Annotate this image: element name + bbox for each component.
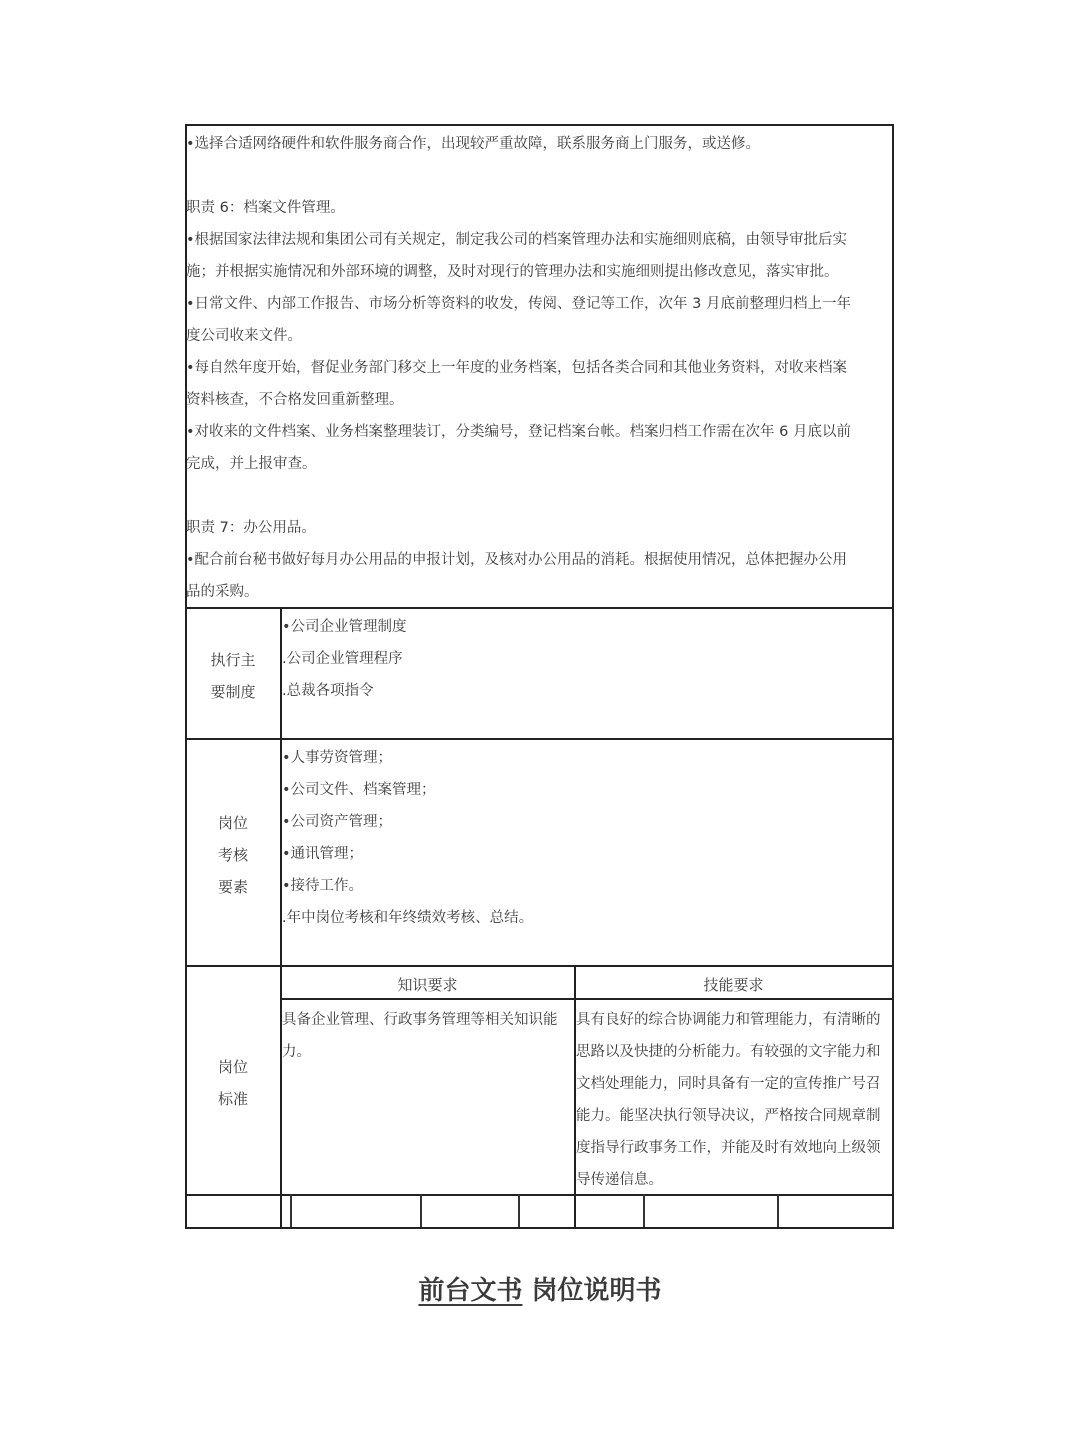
duty-text-line: •配合前台秘书做好每月办公用品的申报计划，及核对办公用品的消耗。根据使用情况，总体把握办公用 <box>186 552 848 568</box>
empty-cell-divider <box>518 1194 520 1227</box>
job-description-table <box>185 124 894 1229</box>
row-divider <box>187 1194 892 1196</box>
knowledge-header: 知识要求 <box>397 976 458 994</box>
row-divider <box>187 738 892 740</box>
assessment-item: •公司资产管理； <box>282 814 393 830</box>
duty-text-line: 施；并根据实施情况和外部环境的调整，及时对现行的管理办法和实施细则提出修改意见，落实审批。 <box>186 264 839 280</box>
rules-item: •公司企业管理制度 <box>282 619 407 635</box>
rules-label: 要制度 <box>210 683 256 701</box>
assessment-item: •通讯管理； <box>282 846 364 862</box>
duty-text-line: 资料核查，不合格发回重新整理。 <box>186 392 404 408</box>
duty-text-line: 度公司收来文件。 <box>186 328 302 344</box>
duty-text-line: •日常文件、内部工作报告、市场分析等资料的收发，传阅、登记等工作，次年 3 月底前整理归档上一年 <box>186 296 851 312</box>
assessment-item: •接待工作。 <box>282 878 364 894</box>
standard-label: 标准 <box>217 1090 248 1108</box>
duty-text-line: •根据国家法律法规和集团公司有关规定，制定我公司的档案管理办法和实施细则底稿，由领导审批后实 <box>186 232 848 248</box>
standard-label: 岗位 <box>217 1058 248 1076</box>
empty-cell-divider <box>777 1194 779 1227</box>
rules-item: .公司企业管理程序 <box>282 651 403 667</box>
duty-heading: 职责 7：办公用品。 <box>186 520 316 536</box>
assessment-label: 考核 <box>217 846 248 864</box>
row-divider <box>187 607 892 609</box>
knowledge-text-line: 力。 <box>282 1044 311 1060</box>
row-divider <box>187 965 892 967</box>
empty-cell-divider <box>420 1194 422 1227</box>
assessment-label: 岗位 <box>217 814 248 832</box>
skill-text-line: 文档处理能力，同时具备有一定的宣传推广号召 <box>576 1076 881 1092</box>
assessment-item: .年中岗位考核和年终绩效考核、总结。 <box>282 910 534 926</box>
skill-text-line: 导传递信息。 <box>576 1172 663 1188</box>
empty-cell-divider <box>290 1194 292 1227</box>
skill-text-line: 度指导行政事务工作，并能及时有效地向上级领 <box>576 1140 881 1156</box>
empty-cell-divider <box>643 1194 645 1227</box>
skill-text-line: 能力。能坚决执行领导决议，严格按合同规章制 <box>576 1108 881 1124</box>
knowledge-text-line: 具备企业管理、行政事务管理等相关知识能 <box>282 1012 558 1028</box>
duty-text-line: •对收来的文件档案、业务档案整理装订，分类编号，登记档案台帐。档案归档工作需在次年 6 月底以前 <box>186 424 851 440</box>
skill-text-line: 具有良好的综合协调能力和管理能力，有清晰的 <box>576 1012 881 1028</box>
duty-heading: 职责 6：档案文件管理。 <box>186 200 345 216</box>
skill-text-line: 思路以及快捷的分析能力。有较强的文字能力和 <box>576 1044 881 1060</box>
title-position-name: 前台文书 <box>418 1276 523 1306</box>
document-title <box>0 1272 1080 1310</box>
assessment-item: •人事劳资管理； <box>282 750 393 766</box>
assessment-item: •公司文件、档案管理； <box>282 782 436 798</box>
header-divider <box>281 998 892 1000</box>
skill-header: 技能要求 <box>703 976 764 994</box>
rules-label: 执行主 <box>210 651 256 669</box>
assessment-label: 要素 <box>217 878 248 896</box>
duty-text-line: •每自然年度开始，督促业务部门移交上一年度的业务档案，包括各类合同和其他业务资料，对收来档案 <box>186 360 848 376</box>
duty-text-line: 完成，并上报审查。 <box>186 456 317 472</box>
duty-text-line: 品的采购。 <box>186 584 259 600</box>
rules-item: .总裁各项指令 <box>282 683 374 699</box>
title-suffix: 岗位说明书 <box>531 1276 662 1306</box>
duty-text-line: •选择合适网络硬件和软件服务商合作，出现较严重故障，联系服务商上门服务，或送修。 <box>186 136 761 152</box>
